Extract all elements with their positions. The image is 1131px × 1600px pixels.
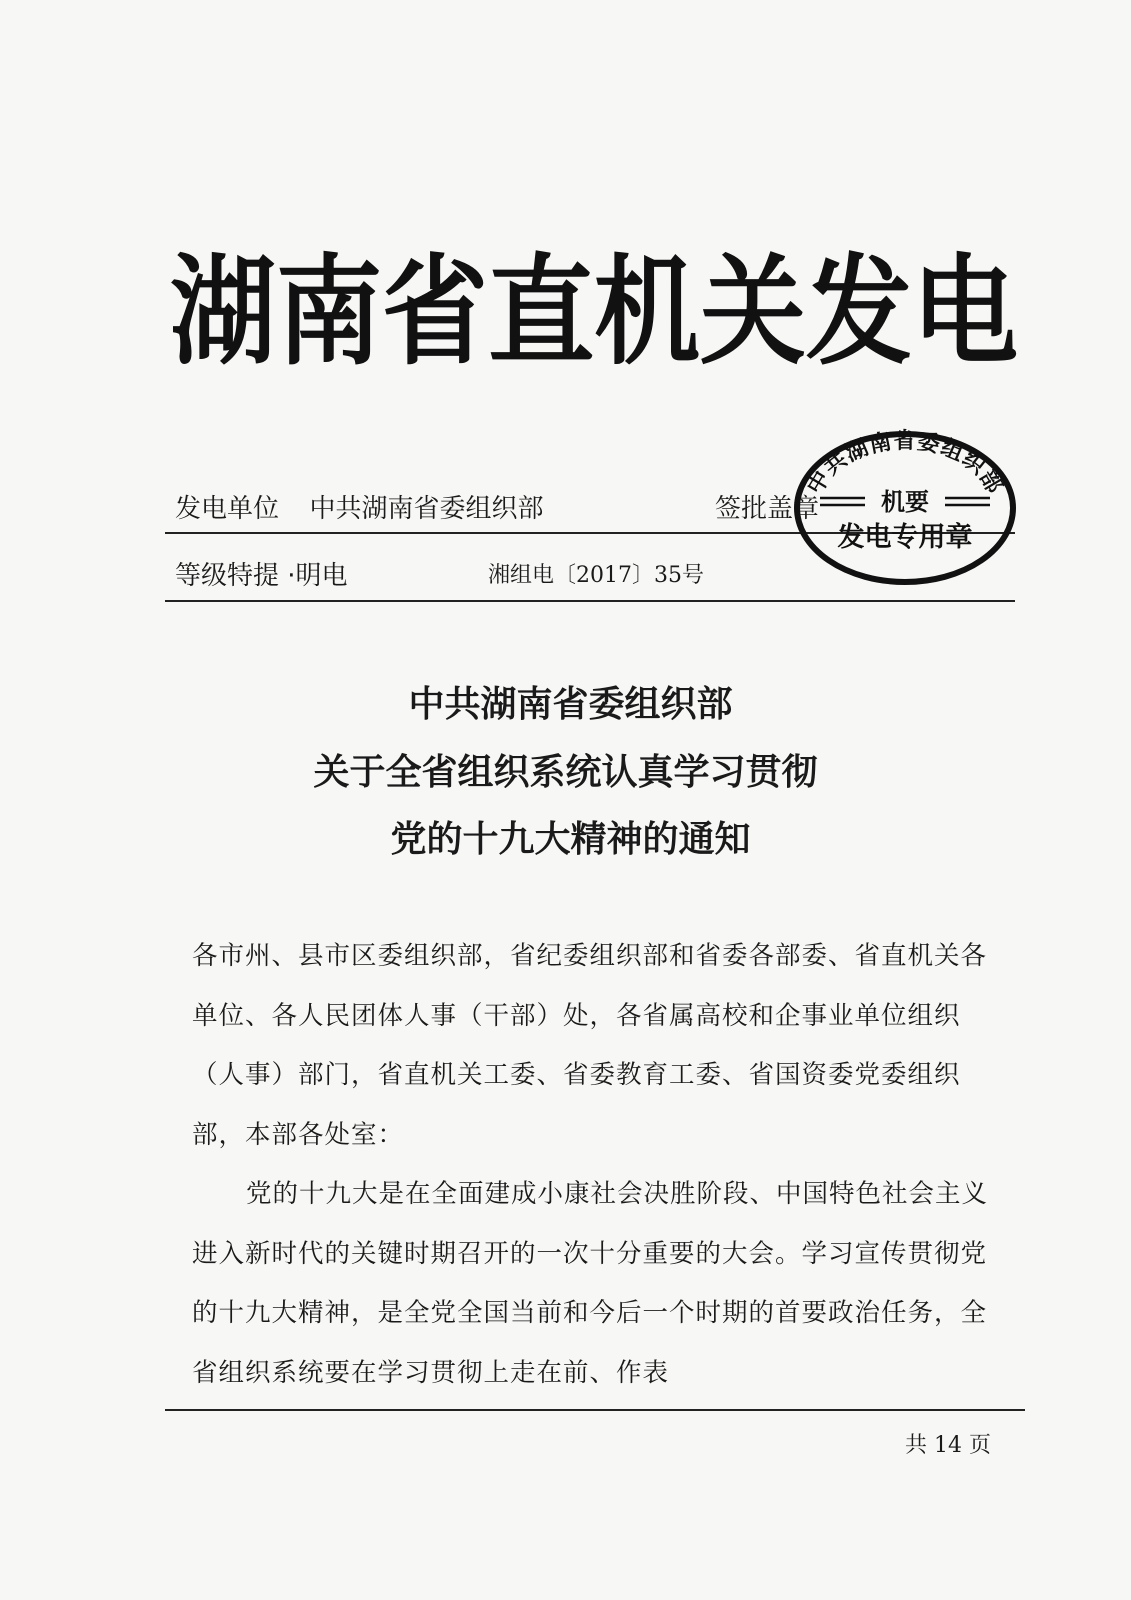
addressee: 各市州、县市区委组织部，省纪委组织部和省委各部委、省直机关各单位、各人民团体人事（干部）处，各省属高校和企事业单位组织（人事）部门，省直机关工委、省委教育工委、省国资委党委组织部，本部各处室： xyxy=(192,941,988,1150)
divider xyxy=(165,600,1015,602)
seal-purpose: 发电专用章 xyxy=(837,522,973,553)
title-line-3: 党的十九大精神的通知 xyxy=(390,819,751,860)
title-line-1: 中共湖南省委组织部 xyxy=(408,684,733,725)
body-text xyxy=(192,927,992,1403)
sender-row xyxy=(175,488,544,525)
title-line-2: 关于全省组织系统认真学习贯彻 xyxy=(313,752,818,793)
sender-name: 中共湖南省委组织部 xyxy=(309,494,544,524)
official-seal xyxy=(790,428,1020,586)
sign-label: 签批盖章 xyxy=(715,494,820,524)
masthead-title: 湖南省直机关发电 xyxy=(170,243,1018,382)
seal-org: 中共湖南省委组织部 xyxy=(802,429,1008,499)
seal-level: 机要 xyxy=(881,488,929,516)
doc-number: 湘组电〔2017〕35号 xyxy=(488,563,704,588)
priority-label: 等级特提 ·明电 xyxy=(175,561,348,591)
page-count: 共 14 页 xyxy=(905,1433,991,1458)
sender-label: 发电单位 xyxy=(175,494,280,524)
divider xyxy=(165,1409,1025,1411)
paragraph: 党的十九大是在全面建成小康社会决胜阶段、中国特色社会主义进入新时代的关键时期召开的一次十分重要的大会。学习宣传贯彻党的十九大精神，是全党全国当前和今后一个时期的首要政治任务，全省组织系统要在学习贯彻上走在前、作表 xyxy=(192,1179,989,1388)
